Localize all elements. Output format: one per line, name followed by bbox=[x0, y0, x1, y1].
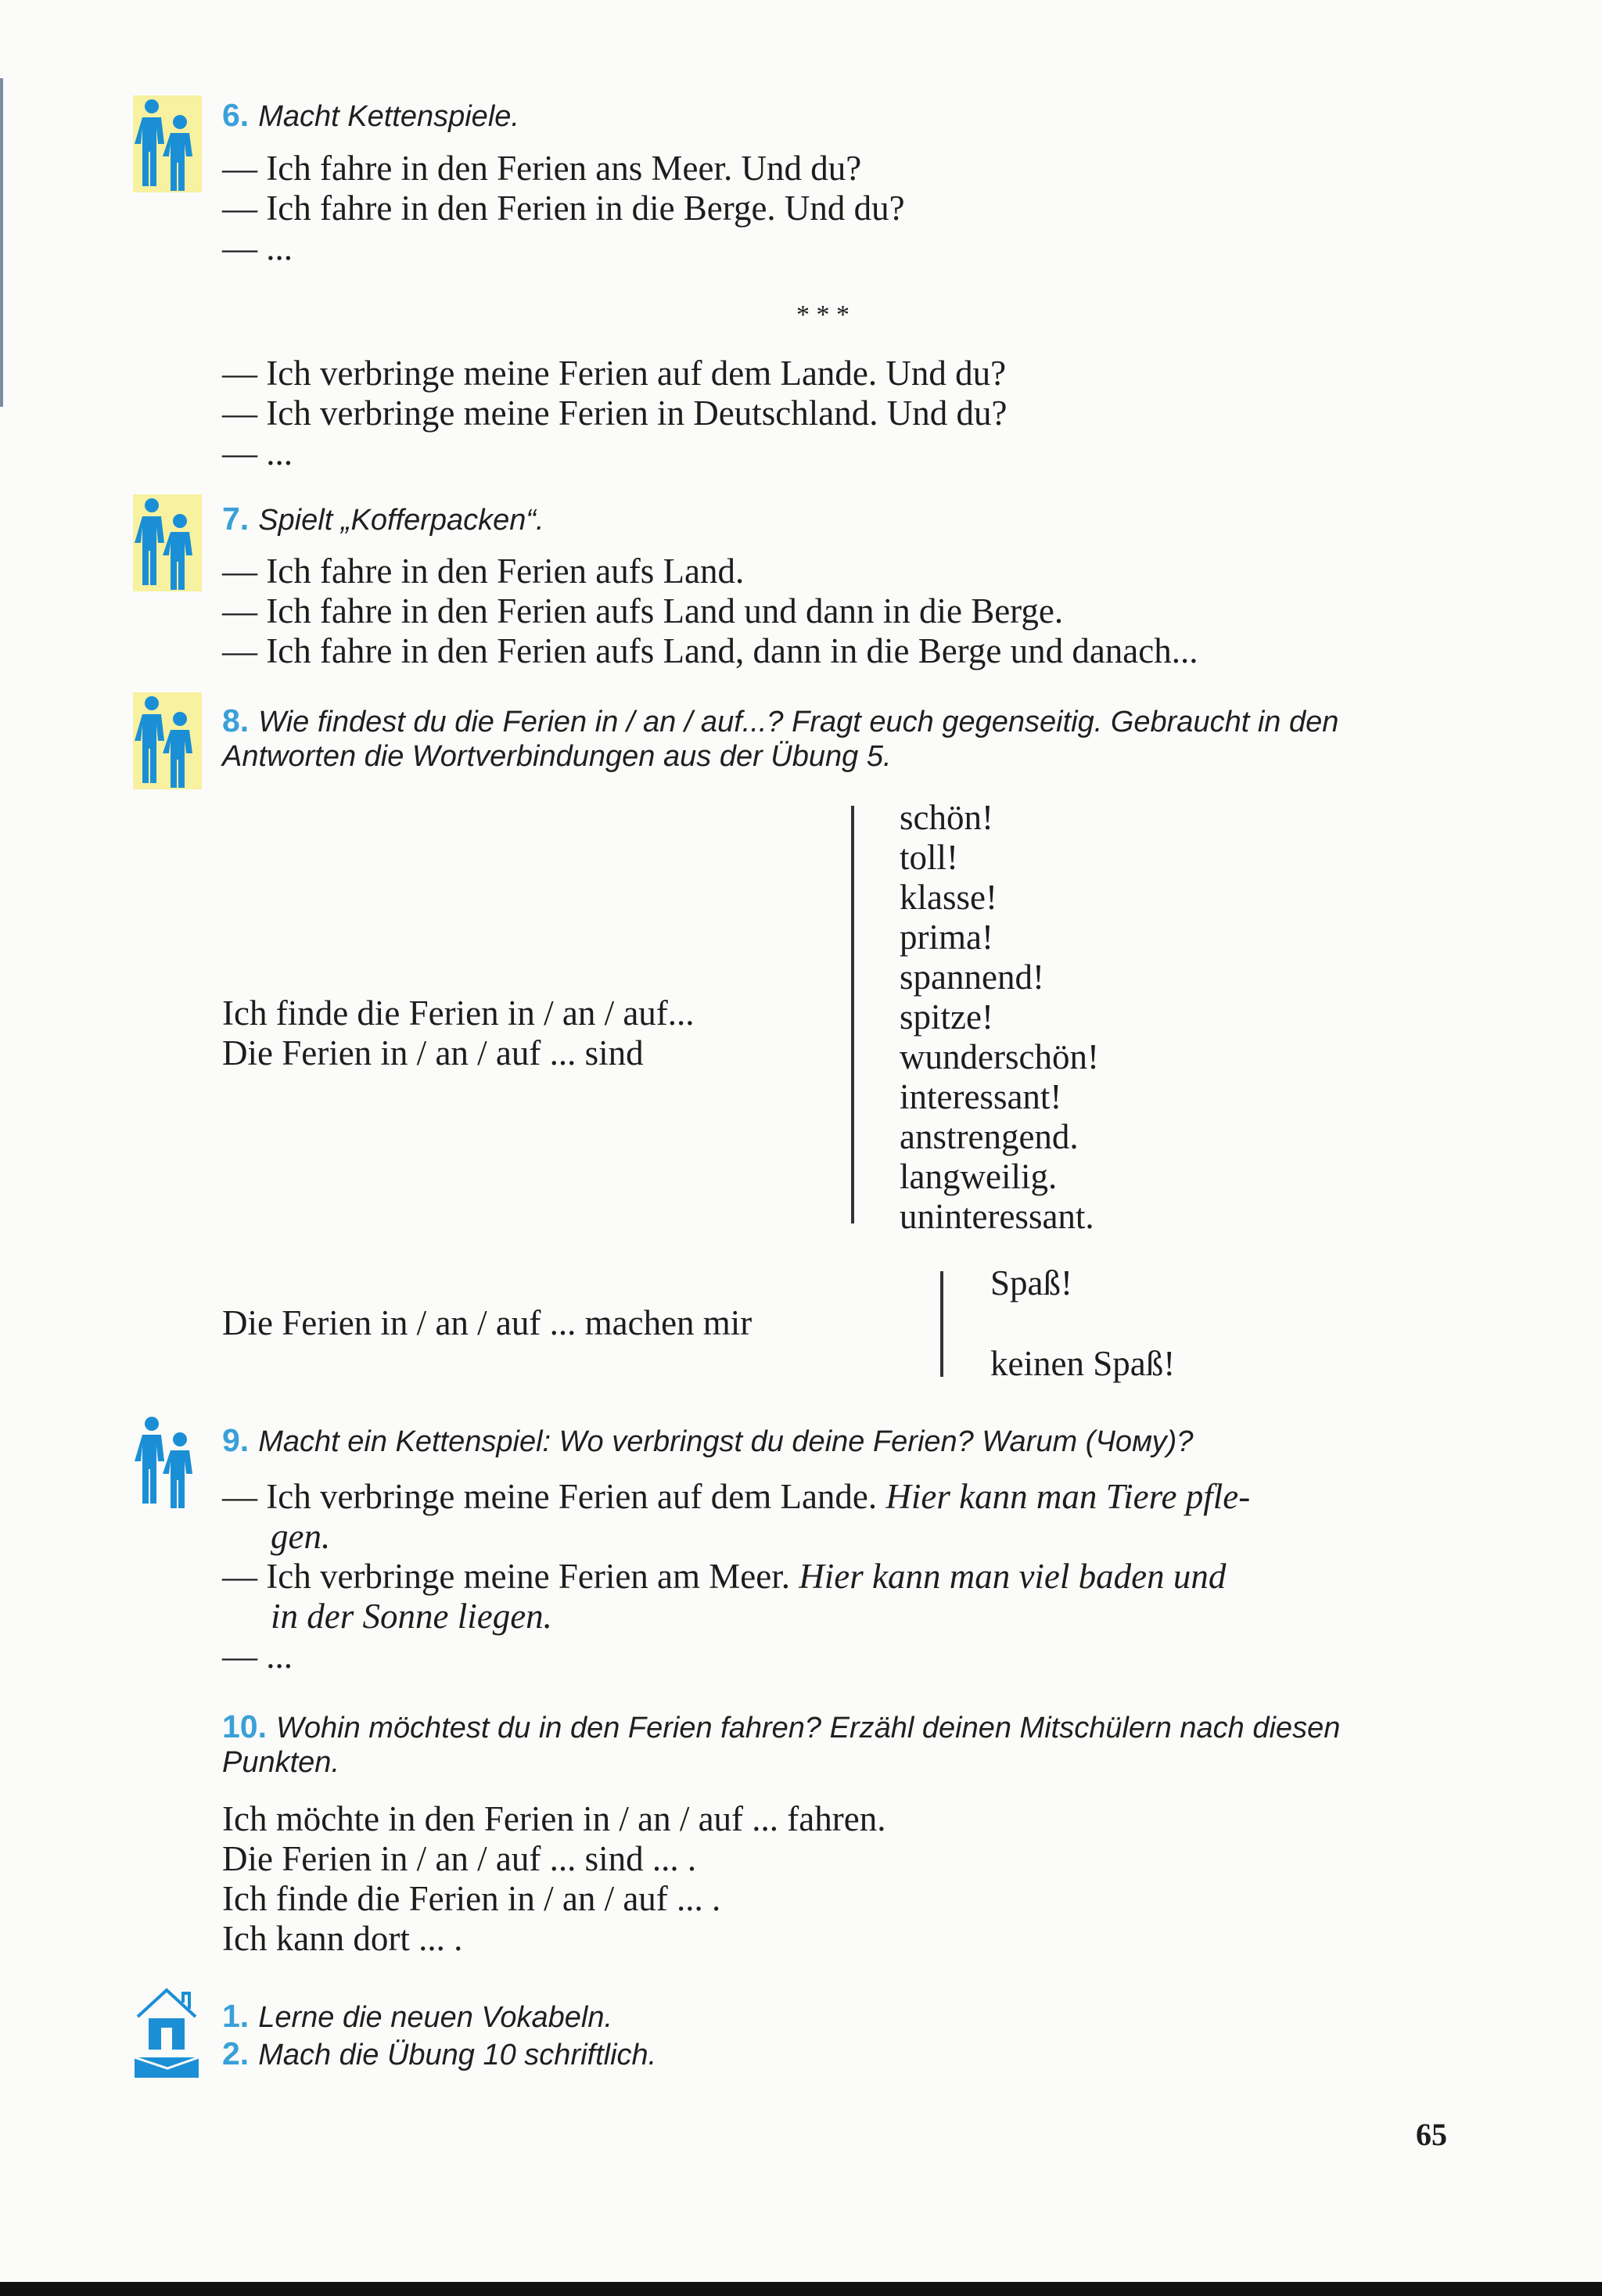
adjective-item: wunderschön! bbox=[900, 1037, 1099, 1076]
exercise-10-title-line1: Wohin möchtest du in den Ferien fahren? Erzähl deinen Mitschülern nach diesen bbox=[276, 1712, 1341, 1744]
phrase-left: Die Ferien in / an / auf ... machen mir bbox=[222, 1303, 753, 1342]
section-separator: * * * bbox=[796, 300, 849, 329]
fun-option: Spaß! bbox=[990, 1263, 1072, 1303]
pair-work-icon bbox=[133, 1413, 202, 1510]
exercise-6-line: — Ich fahre in den Ferien in die Berge. Und du? bbox=[222, 189, 905, 228]
exercise-8-title-line2: Antworten die Wortverbindungen aus der Übung 5. bbox=[222, 740, 892, 773]
exercise-9-title: Macht ein Kettenspiel: Wo verbringst du deine Ferien? Warum (Чому)? bbox=[258, 1425, 1194, 1458]
adjective-item: spitze! bbox=[900, 997, 993, 1037]
exercise-9-line-text: — Ich verbringe meine Ferien am Meer. bbox=[222, 1557, 799, 1596]
exercise-10-line: Ich kann dort ... . bbox=[222, 1919, 463, 1958]
exercise-6-title: Macht Kettenspiele. bbox=[258, 100, 519, 133]
exercise-10-number: 10. bbox=[222, 1709, 267, 1744]
exercise-10-title-line2: Punkten. bbox=[222, 1746, 339, 1779]
homework-house-icon bbox=[131, 1982, 202, 2079]
adjective-item: toll! bbox=[900, 838, 958, 877]
exercise-6-line: — Ich fahre in den Ferien ans Meer. Und du? bbox=[222, 149, 862, 188]
adjective-item: interessant! bbox=[900, 1077, 1062, 1116]
homework-item-text: Lerne die neuen Vokabeln. bbox=[258, 2001, 613, 2034]
adjective-item: uninteressant. bbox=[900, 1197, 1094, 1236]
homework-item bbox=[222, 2035, 656, 2072]
phrase-left: Die Ferien in / an / auf ... sind bbox=[222, 1033, 644, 1073]
fun-option: keinen Spaß! bbox=[990, 1344, 1176, 1383]
exercise-8-title-line1: Wie findest du die Ferien in / an / auf...? Fragt euch gegenseitig. Gebraucht in den bbox=[258, 706, 1339, 738]
exercise-6-line: — ... bbox=[222, 228, 293, 268]
exercise-7-line: — Ich fahre in den Ferien aufs Land. bbox=[222, 552, 745, 591]
exercise-10-line: Ich finde die Ferien in / an / auf ... . bbox=[222, 1879, 721, 1918]
exercise-8-heading bbox=[222, 702, 1338, 739]
exercise-6-line: — Ich verbringe meine Ferien auf dem Lande. Und du? bbox=[222, 354, 1007, 393]
exercise-6-heading bbox=[222, 97, 519, 134]
bracket-line bbox=[851, 806, 854, 1223]
adjective-item: klasse! bbox=[900, 878, 997, 917]
adjective-list bbox=[900, 798, 1099, 1237]
exercise-6-number: 6. bbox=[222, 97, 250, 133]
adjective-item: prima! bbox=[900, 918, 993, 957]
page-edge-mark bbox=[0, 78, 3, 407]
exercise-9-number: 9. bbox=[222, 1422, 250, 1458]
adjective-item: langweilig. bbox=[900, 1157, 1058, 1196]
exercise-7-line: — Ich fahre in den Ferien aufs Land, dann in die Berge und danach... bbox=[222, 631, 1198, 670]
bracket-line bbox=[940, 1271, 943, 1377]
exercise-9-line-text: — Ich verbringe meine Ferien auf dem Lande. bbox=[222, 1477, 886, 1516]
adjective-item: anstrengend. bbox=[900, 1117, 1079, 1156]
exercise-7-number: 7. bbox=[222, 501, 250, 537]
exercise-9-line bbox=[222, 1477, 1250, 1517]
pair-work-icon bbox=[133, 95, 202, 192]
homework-item-number: 1. bbox=[222, 1998, 250, 2034]
exercise-10-line: Ich möchte in den Ferien in / an / auf ... fahren. bbox=[222, 1799, 886, 1838]
exercise-9-line-italic: in der Sonne liegen. bbox=[271, 1597, 552, 1636]
exercise-8-number: 8. bbox=[222, 702, 250, 738]
homework-item-number: 2. bbox=[222, 2035, 250, 2071]
pair-work-icon bbox=[133, 494, 202, 591]
adjective-item: schön! bbox=[900, 798, 993, 837]
page-number: 65 bbox=[1416, 2117, 1447, 2152]
homework-item-text: Mach die Übung 10 schriftlich. bbox=[258, 2039, 657, 2071]
exercise-9-line-italic: Hier kann man Tiere pfle- bbox=[885, 1477, 1251, 1516]
phrase-left: Ich finde die Ferien in / an / auf... bbox=[222, 993, 695, 1033]
exercise-9-line-italic: gen. bbox=[271, 1517, 331, 1556]
exercise-10-heading bbox=[222, 1709, 1340, 1745]
scan-bottom-border bbox=[0, 2282, 1602, 2296]
exercise-9-heading bbox=[222, 1422, 1193, 1459]
exercise-10-line: Die Ferien in / an / auf ... sind ... . bbox=[222, 1839, 697, 1878]
exercise-7-heading bbox=[222, 501, 544, 537]
exercise-6-line: — Ich verbringe meine Ferien in Deutschland. Und du? bbox=[222, 393, 1008, 433]
pair-work-icon bbox=[133, 692, 202, 789]
homework-item bbox=[222, 1998, 612, 2035]
exercise-9-line: — ... bbox=[222, 1637, 293, 1676]
exercise-9-line bbox=[222, 1557, 1226, 1597]
exercise-9-line-italic: Hier kann man viel baden und bbox=[799, 1557, 1227, 1596]
exercise-6-line: — ... bbox=[222, 433, 293, 472]
adjective-item: spannend! bbox=[900, 958, 1044, 997]
exercise-7-title: Spielt „Kofferpacken“. bbox=[258, 504, 544, 537]
exercise-7-line: — Ich fahre in den Ferien aufs Land und dann in die Berge. bbox=[222, 591, 1064, 631]
